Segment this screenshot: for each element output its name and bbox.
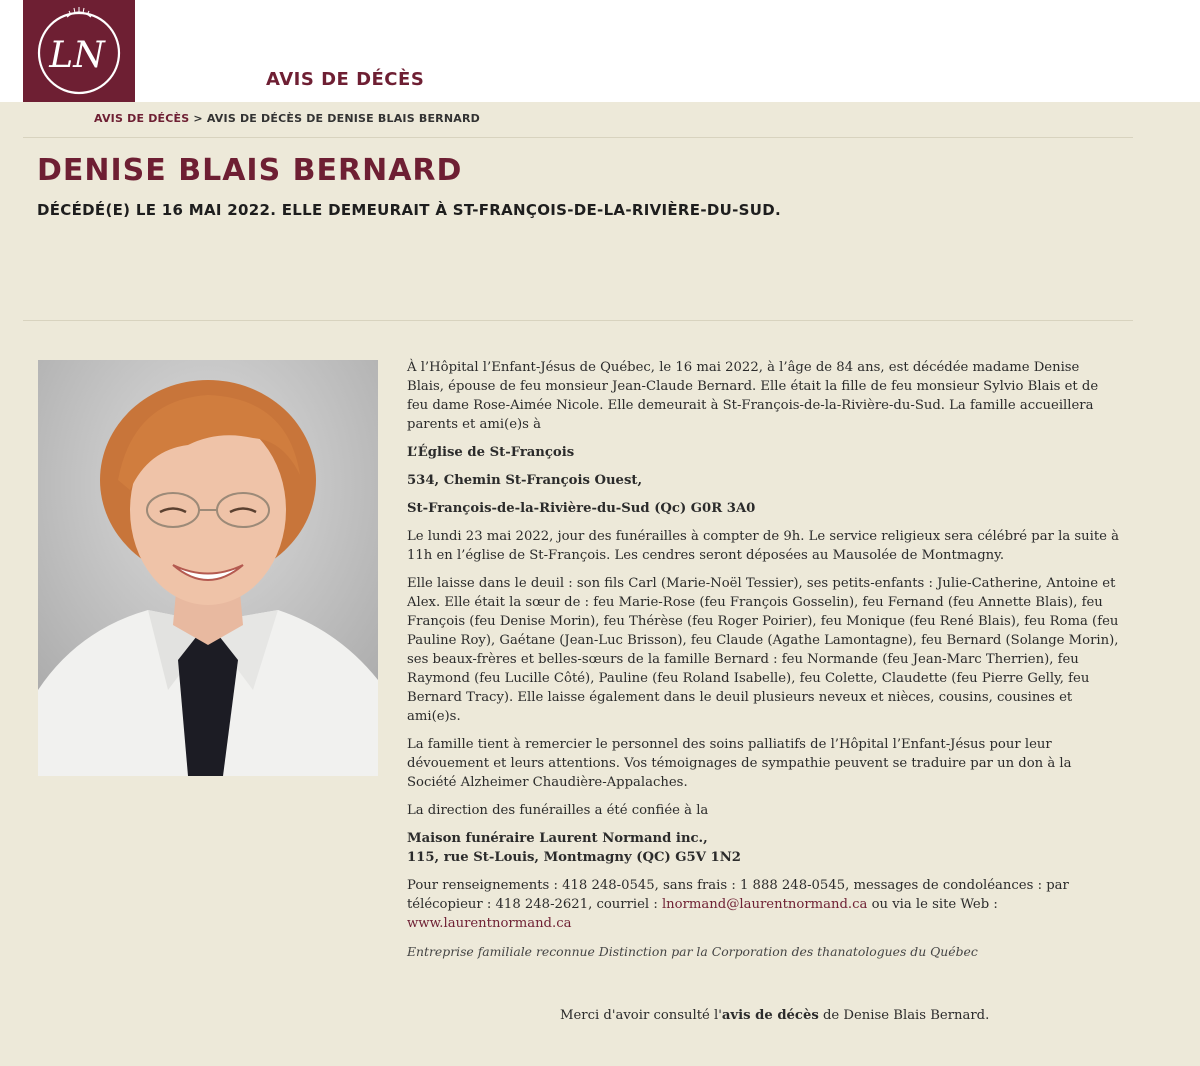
portrait-photo xyxy=(38,360,378,776)
church-address-line1: 534, Chemin St-François Ouest, xyxy=(407,473,643,488)
footer-thanks-suffix: de Denise Blais Bernard. xyxy=(818,1008,990,1023)
footer-thanks-bold: avis de décès xyxy=(721,1008,819,1023)
footer-thanks xyxy=(560,1008,989,1023)
obituary-body xyxy=(407,358,1119,970)
obituary-intro: À l’Hôpital l’Enfant-Jésus de Québec, le 16 mai 2022, à l’âge de 84 ans, est décédée madame Denise Blais, épouse de feu monsieur Jean-Claude Bernard. Elle était la fille de feu monsieur Sylvio Blais et de feu dame Rose-Aimée Nicole. Elle demeurait à St-François-de-la-Rivière-du-Sud. La famille accueillera parents et ami(e)s à xyxy=(407,360,1099,432)
church-name: L’Église de St-François xyxy=(407,445,575,460)
svg-text:LN: LN xyxy=(49,35,105,76)
breadcrumb-separator: > xyxy=(193,112,203,125)
email-link[interactable]: lnormand@laurentnormand.ca xyxy=(661,897,868,912)
church-address-line2: St-François-de-la-Rivière-du-Sud (Qc) G0R 3A0 xyxy=(407,501,756,516)
funeral-direction: La direction des funérailles a été confiée à la xyxy=(407,803,709,818)
contact-info xyxy=(407,876,1119,933)
page-subtitle: DÉCÉDÉ(E) LE 16 MAI 2022. ELLE DEMEURAIT À ST-FRANÇOIS-DE-LA-RIVIÈRE-DU-SUD. xyxy=(37,201,781,219)
divider xyxy=(23,137,1133,138)
divider xyxy=(23,320,1133,321)
contact-info-mid: ou via le site Web : xyxy=(867,897,998,912)
logo[interactable] xyxy=(23,0,135,102)
site-header xyxy=(0,0,1200,102)
funeral-home xyxy=(407,829,1119,867)
breadcrumb xyxy=(94,112,480,125)
portrait-image xyxy=(38,360,378,776)
contact-info-prefix: Pour renseignements : 418 248-0545, sans frais : 1 888 248-0545, messages de condoléances : par télécopieur : 418 248-2621, courriel : xyxy=(407,878,1069,912)
page-title: DENISE BLAIS BERNARD xyxy=(37,153,463,188)
website-link[interactable]: www.laurentnormand.ca xyxy=(407,916,572,931)
breadcrumb-current: AVIS DE DÉCÈS DE DENISE BLAIS BERNARD xyxy=(206,112,480,125)
family-survivors: Elle laisse dans le deuil : son fils Carl (Marie-Noël Tessier), ses petits-enfants : Julie-Catherine, Antoine et Alex. Elle était la sœur de : feu Marie-Rose (feu François Gosselin), feu Fernand (feu Annette Blais), feu François (feu Denise Morin), feu Thérèse (feu Roger Poirier), feu Monique (feu René Blais), feu Roma (feu Pauline Roy), Gaétane (Jean-Luc Brisson), feu Claude (Agathe Lamontagne), feu Bernard (Solange Morin), ses beaux-frères et belles-sœurs de la famille Bernard : feu Normande (feu Jean-Marc Therrien), feu Raymond (feu Lucille Côté), Pauline (feu Roland Isabelle), feu Colette, Claudette (feu Pierre Gelly, feu Bernard Tracy). Elle laisse également dans le deuil plusieurs neveux et nièces, cousins, cousines et ami(e)s. xyxy=(407,576,1119,724)
breadcrumb-parent-link[interactable]: AVIS DE DÉCÈS xyxy=(94,112,190,125)
funeral-home-address: 115, rue St-Louis, Montmagny (QC) G5V 1N2 xyxy=(407,850,741,865)
acknowledgements: La famille tient à remercier le personnel des soins palliatifs de l’Hôpital l’Enfant-Jésus pour leur dévouement et leurs attentions. Vos témoignages de sympathie peuvent se traduire par un don à la Société Alzheimer Chaudière-Appalaches. xyxy=(407,737,1072,790)
funeral-home-name: Maison funéraire Laurent Normand inc., xyxy=(407,831,708,846)
nav-title[interactable]: AVIS DE DÉCÈS xyxy=(266,69,425,90)
service-details: Le lundi 23 mai 2022, jour des funérailles à compter de 9h. Le service religieux sera célébré par la suite à 11h en l’église de St-François. Les cendres seront déposées au Mausolée de Montmagny. xyxy=(407,529,1120,563)
footer-thanks-prefix: Merci d'avoir consulté l' xyxy=(560,1008,722,1023)
distinction-note: Entreprise familiale reconnue Distinction par la Corporation des thanatologues du Québec xyxy=(407,944,978,959)
ln-monogram-icon xyxy=(27,3,131,99)
